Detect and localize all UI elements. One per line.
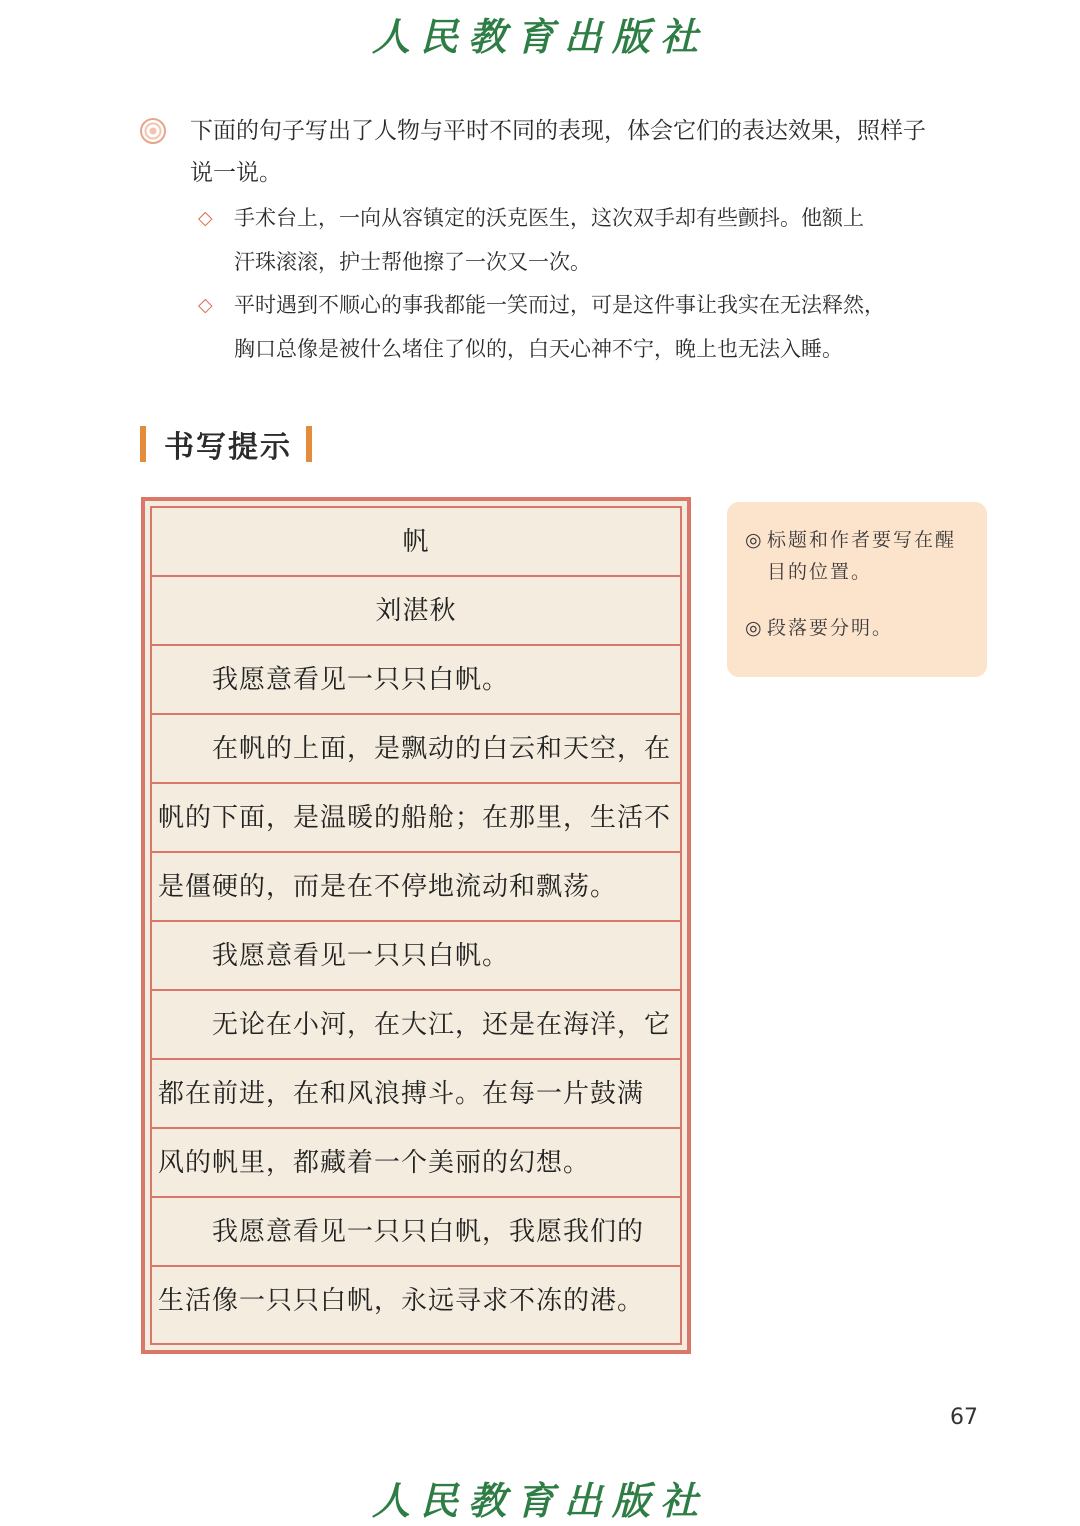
sample-line: 无论在小河，在大江，还是在海洋，它 <box>152 991 680 1060</box>
sample-line: 我愿意看见一只只白帆。 <box>152 646 680 715</box>
sample-line: 风的帆里，都藏着一个美丽的幻想。 <box>152 1129 680 1198</box>
exercise-prompt <box>190 110 990 194</box>
sample-line: 都在前进，在和风浪搏斗。在每一片鼓满 <box>152 1060 680 1129</box>
example-2-line1: 平时遇到不顺心的事我都能一笑而过，可是这件事让我实在无法释然， <box>234 293 885 317</box>
sample-title: 帆 <box>152 508 680 577</box>
sample-line: 是僵硬的，而是在不停地流动和飘荡。 <box>152 853 680 922</box>
tip-1-line1: 标题和作者要写在醒 <box>767 529 957 551</box>
sample-line: 我愿意看见一只只白帆，我愿我们的 <box>152 1198 680 1267</box>
writing-tips-title: 书写提示 <box>164 430 292 465</box>
double-circle-icon: ◎ <box>745 529 762 551</box>
tip-item <box>745 524 977 588</box>
heading-right-bar <box>306 426 312 462</box>
heading-left-bar <box>140 426 146 462</box>
sample-line: 在帆的上面，是飘动的白云和天空，在 <box>152 715 680 784</box>
example-1-line2: 汗珠滚滚，护士帮他擦了一次又一次。 <box>234 250 591 274</box>
handwriting-sample-paper <box>141 497 691 1354</box>
diamond-bullet-icon: ◇ <box>198 294 213 316</box>
page-number: 67 <box>950 1405 978 1430</box>
publisher-watermark-top: 人民教育出版社 <box>371 14 708 59</box>
example-2-line2: 胸口总像是被什么堵住了似的，白天心神不宁，晚上也无法入睡。 <box>234 337 843 361</box>
sample-line: 生活像一只只白帆，永远寻求不冻的港。 <box>158 1286 645 1316</box>
example-sentence-1 <box>198 196 998 284</box>
tip-item <box>745 612 977 644</box>
sample-line: 帆的下面，是温暖的船舱；在那里，生活不 <box>152 784 680 853</box>
double-circle-icon: ◎ <box>745 617 762 639</box>
example-1-line1: 手术台上，一向从容镇定的沃克医生，这次双手却有些颤抖。他额上 <box>234 206 864 230</box>
publisher-watermark-bottom: 人民教育出版社 <box>371 1478 708 1523</box>
tips-box <box>727 502 987 677</box>
sample-line: 我愿意看见一只只白帆。 <box>152 922 680 991</box>
exercise-badge-icon <box>140 118 166 144</box>
ruled-lines <box>150 506 682 1345</box>
sample-author: 刘湛秋 <box>152 577 680 646</box>
example-sentence-2 <box>198 283 998 371</box>
tip-2-line1: 段落要分明。 <box>767 617 894 639</box>
diamond-bullet-icon: ◇ <box>198 207 213 229</box>
tip-1-line2: 目的位置。 <box>767 561 873 583</box>
writing-tips-heading <box>140 422 312 466</box>
exercise-prompt-line2: 说一说。 <box>190 160 282 186</box>
exercise-prompt-line1: 下面的句子写出了人物与平时不同的表现，体会它们的表达效果，照样子 <box>190 118 926 144</box>
